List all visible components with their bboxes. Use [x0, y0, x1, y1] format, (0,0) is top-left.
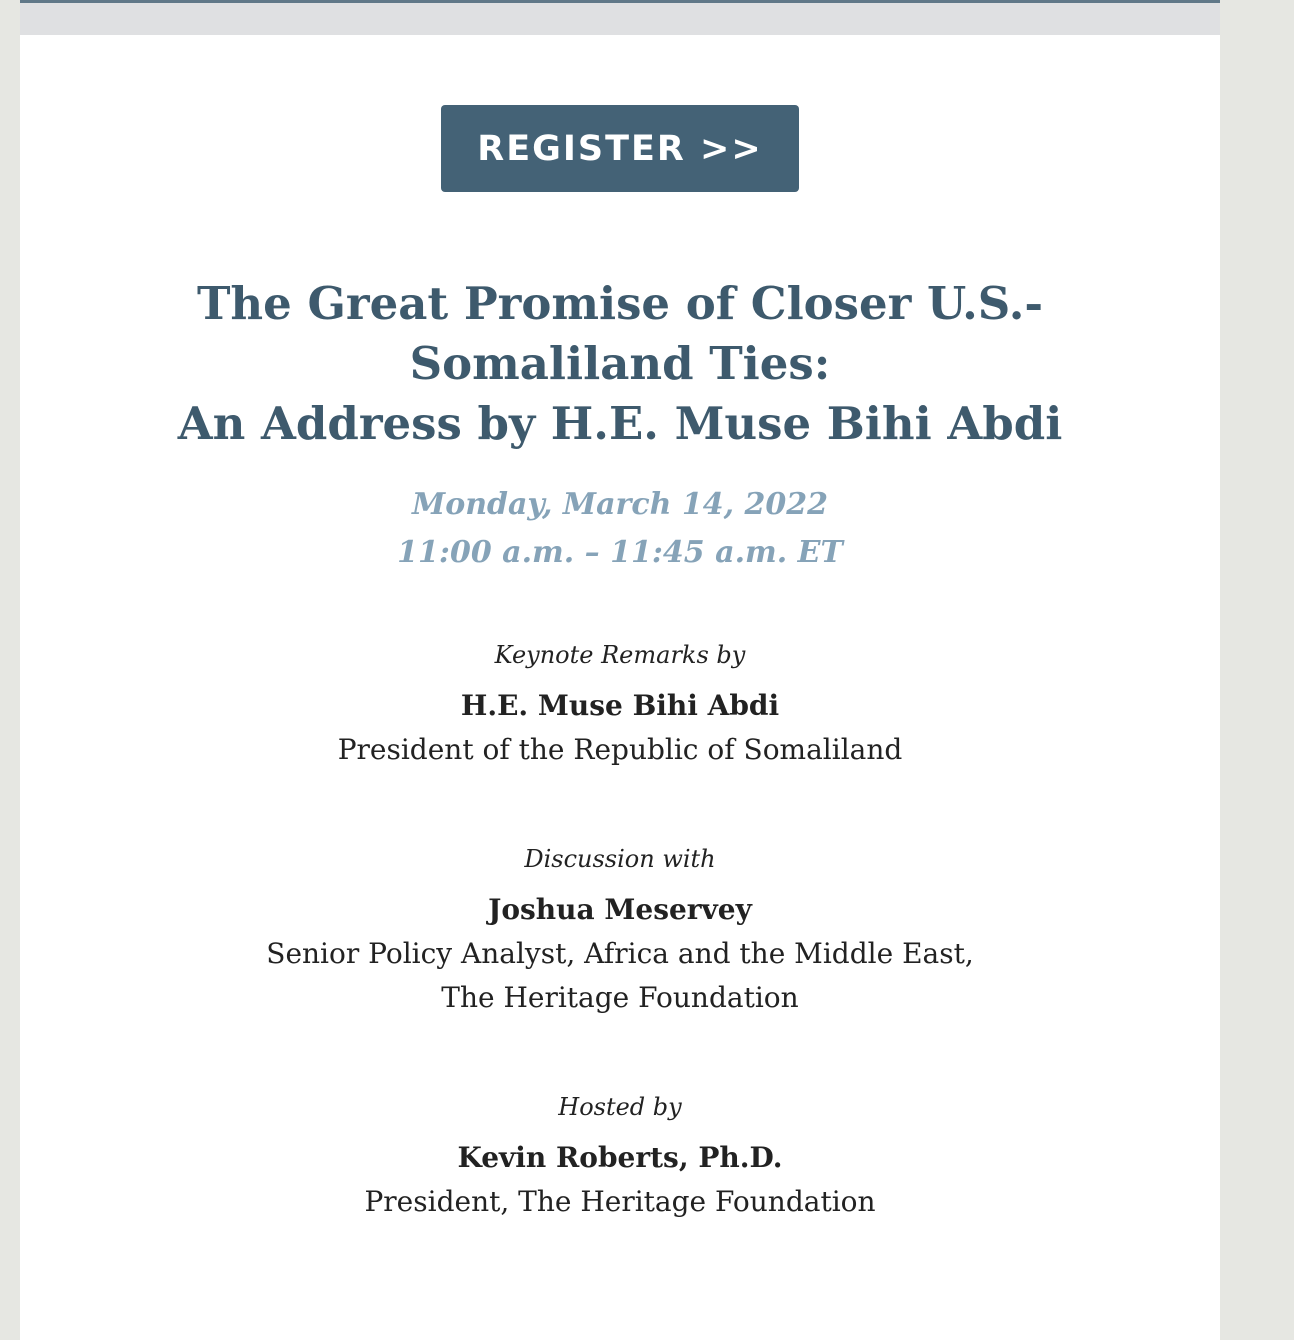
- register-button-label: REGISTER >>: [477, 128, 763, 169]
- event-title-line: The Great Promise of Closer U.S.-: [196, 277, 1044, 330]
- event-datetime: [20, 481, 1220, 577]
- header-band: [20, 3, 1220, 35]
- event-title: [20, 274, 1220, 454]
- host-role: President, The Heritage Foundation: [364, 1185, 876, 1218]
- email-content-card: [20, 35, 1220, 1340]
- event-date: Monday, March 14, 2022: [411, 487, 828, 522]
- discussant-organization: The Heritage Foundation: [441, 981, 799, 1014]
- keynote-speaker-role: President of the Republic of Somaliland: [337, 733, 903, 766]
- keynote-speaker-name: H.E. Muse Bihi Abdi: [460, 689, 780, 722]
- host-section: [20, 1092, 1220, 1224]
- keynote-section: [20, 640, 1220, 772]
- discussion-section: [20, 844, 1220, 1020]
- event-time: 11:00 a.m. – 11:45 a.m. ET: [397, 535, 843, 570]
- event-title-line: An Address by H.E. Muse Bihi Abdi: [177, 397, 1063, 450]
- host-name: Kevin Roberts, Ph.D.: [457, 1141, 783, 1174]
- discussant-role: Senior Policy Analyst, Africa and the Middle East,: [266, 937, 974, 970]
- discussant-name: Joshua Meservey: [488, 893, 752, 926]
- register-button[interactable]: [441, 105, 799, 192]
- discussion-heading: Discussion with: [524, 845, 716, 873]
- event-title-line: Somaliland Ties:: [409, 337, 831, 390]
- host-heading: Hosted by: [558, 1093, 682, 1121]
- keynote-heading: Keynote Remarks by: [494, 641, 746, 669]
